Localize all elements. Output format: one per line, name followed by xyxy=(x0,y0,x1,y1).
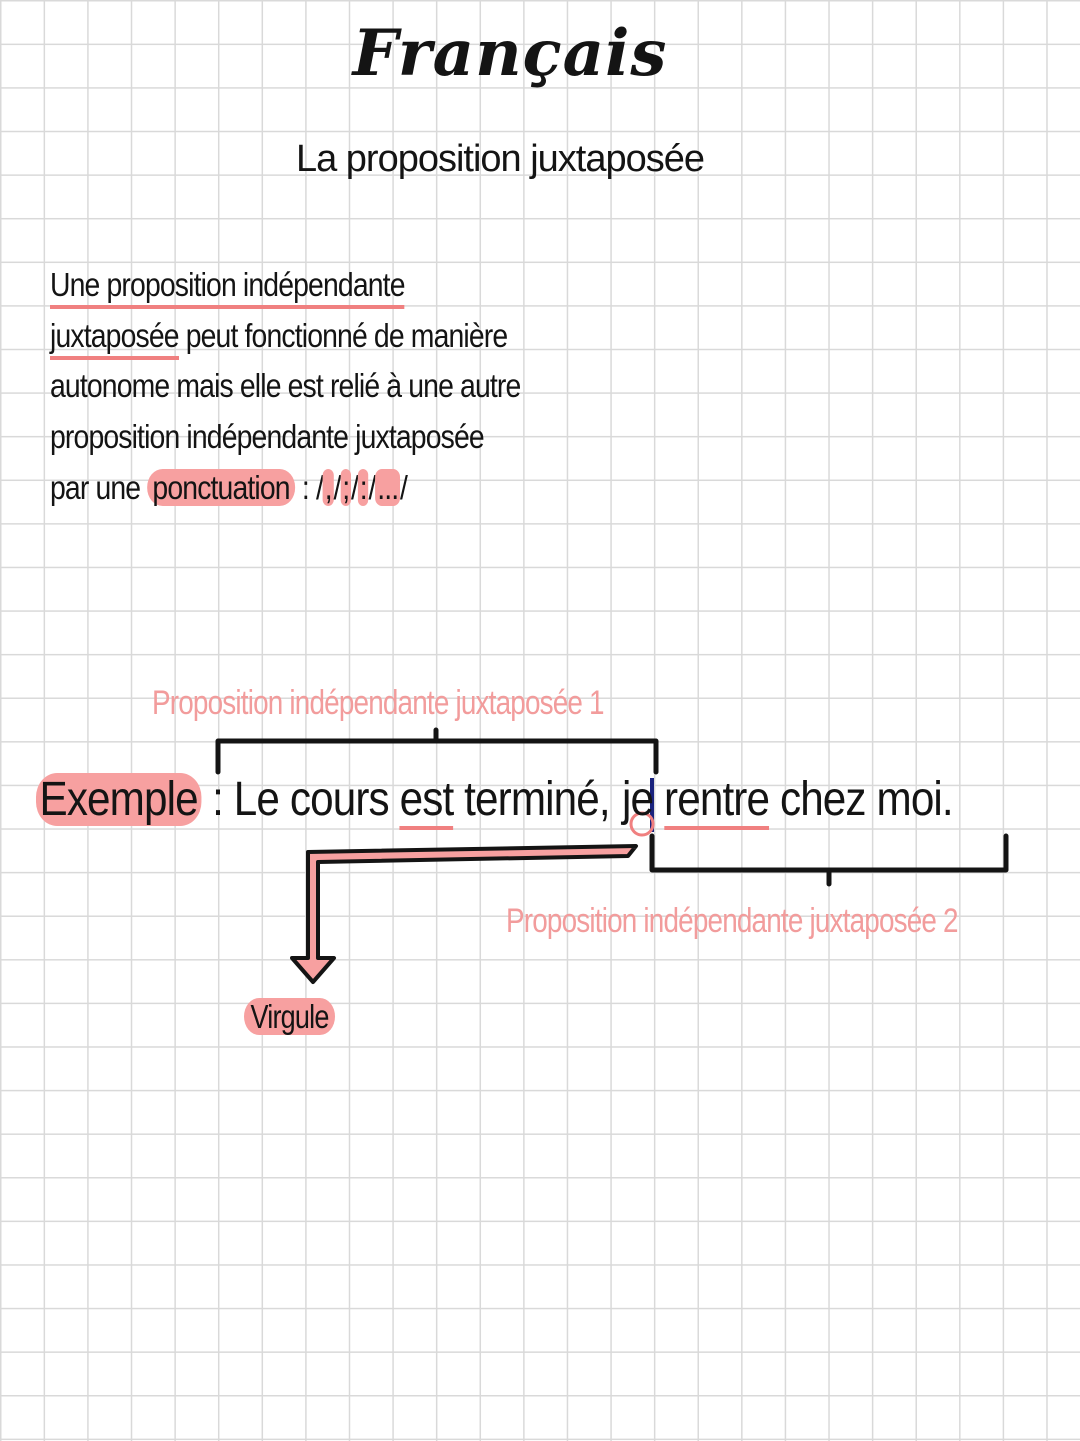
definition-term-underlined: Une proposition indépendante xyxy=(50,266,405,309)
definition-line-2-text: peut fonctionné de manière xyxy=(178,317,508,354)
example-comma: , xyxy=(598,773,610,826)
page-subtitle: La proposition juxtaposée xyxy=(295,138,705,180)
example-word-1: Le cours xyxy=(233,773,400,826)
punct-ellipsis: ... xyxy=(377,469,399,506)
slash-2: / xyxy=(350,469,358,506)
virgule-highlight: Virgule xyxy=(244,998,335,1035)
definition-line-4: proposition indépendante juxtaposée xyxy=(50,418,484,455)
definition-colon: : / xyxy=(294,469,323,506)
example-verb-rentre: rentre xyxy=(664,773,769,830)
example-word-6: chez moi. xyxy=(769,773,953,826)
slash-4: / xyxy=(399,469,408,506)
slash-1: / xyxy=(333,469,341,506)
example-word-4: je xyxy=(622,773,665,826)
punct-colon: : xyxy=(359,469,367,506)
example-word-3: terminé xyxy=(453,773,599,826)
slash-3: / xyxy=(368,469,376,506)
example-verb-est: est xyxy=(400,773,454,830)
definition-term-juxtaposee: juxtaposée xyxy=(50,317,179,360)
example-separator: : xyxy=(201,773,234,826)
example-label: Exemple xyxy=(36,773,201,826)
bracket-proposition-1 xyxy=(218,730,656,772)
punct-comma: , xyxy=(324,469,332,506)
punct-semicolon: ; xyxy=(342,469,350,506)
label-proposition-1: Proposition indépendante juxtaposée 1 xyxy=(152,684,604,722)
label-proposition-2: Proposition indépendante juxtaposée 2 xyxy=(506,902,958,940)
bracket-proposition-2 xyxy=(652,836,1006,884)
definition-line-3: autonome mais elle est relié à une autre xyxy=(50,367,521,404)
page-title: Français xyxy=(352,16,668,91)
ponctuation-highlight: ponctuation xyxy=(147,469,295,506)
example-sentence xyxy=(36,772,953,827)
definition-line-5-start: par une xyxy=(50,469,148,506)
virgule-label xyxy=(244,998,335,1036)
